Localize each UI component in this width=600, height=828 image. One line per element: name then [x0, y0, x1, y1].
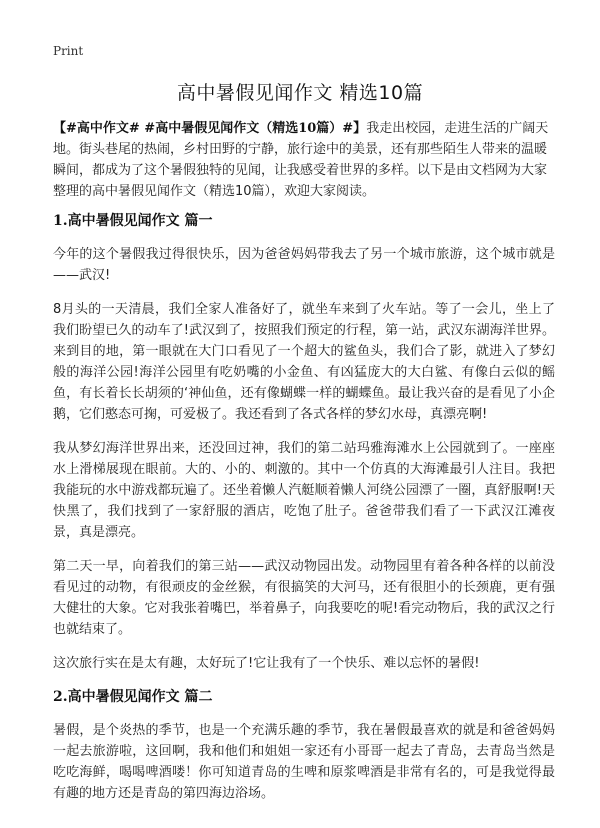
- print-link[interactable]: Print: [53, 44, 84, 58]
- section-heading-1: 1.高中暑假见闻作文 篇一: [53, 213, 213, 229]
- section-1-paragraph-2: 8月头的一天清晨，我们全家人准备好了，就坐车来到了火车站。等了一会儿，坐上了我们盼望已久的动车了!武汉到了，按照我们预定的行程，第一站，武汉东湖海洋世界。来到目的地，第一眼就在大门口看见了一个超大的鲨鱼头，我们合了影，就进入了梦幻般的海洋公园!海洋公园里有吃奶嘴的小金鱼、有凶猛庞大的大白鲨、有像白云似的鳐鱼，有长着长长胡须的‘神仙鱼，还有像蝴蝶一样的蝴蝶鱼。最让我兴奋的是看见了小企鹅，它们憨态可掬，可爱极了。我还看到了各式各样的梦幻水母，真漂亮啊!: [53, 302, 555, 422]
- section-2-paragraph-1: 暑假，是个炎热的季节，也是一个充满乐趣的季节，我在暑假最喜欢的就是和爸爸妈妈一起去旅游啦，这回啊，我和他们和姐姐一家还有小哥哥一起去了青岛，去青岛当然是吃吃海鲜，喝喝啤酒喽！你可知道青岛的生啤和原浆啤酒是非常有名的，可是我觉得最有趣的地方还是青岛的第四海边浴场。: [53, 723, 555, 801]
- section-heading-2: 2.高中暑假见闻作文 篇二: [53, 689, 213, 705]
- section-1-paragraph-4: 第二天一早，向着我们的第三站——武汉动物园出发。动物园里有着各种各样的以前没看见过的动物，有很顽皮的金丝猴，有很搞笑的大河马，还有很胆小的长颈鹿，更有强大健壮的大象。它对我张着嘴巴，举着鼻子，向我要吃的呢!看完动物后，我的武汉之行也就结束了。: [53, 559, 555, 637]
- section-1-paragraph-3: 我从梦幻海洋世界出来，还没回过神，我们的第二站玛雅海滩水上公园就到了。一座座水上滑梯展现在眼前。大的、小的、刺激的。其中一个仿真的大海滩最引人注目。我把我能玩的水中游戏都玩遍了。还坐着懒人汽艇顺着懒人河绕公园漂了一圈，真舒服啊!天快黑了，我们找到了一家舒服的酒店，吃饱了肚子。爸爸带我们看了一下武汉江滩夜景，真是漂亮。: [53, 441, 555, 540]
- intro-paragraph: [53, 118, 555, 202]
- intro-text: 我走出校园，走进生活的广阔天地。街头巷尾的热闹，乡村田野的宁静，旅行途中的美景，还有那些陌生人带来的温暖瞬间，都成为了这个暑假独特的见闻，让我感受着世界的多样。以下是由文档网为大家整理的高中暑假见闻作文（精选10篇），欢迎大家阅读。: [53, 121, 549, 199]
- section-1-paragraph-5: 这次旅行实在是太有趣，太好玩了!它让我有了一个快乐、难以忘怀的暑假!: [53, 656, 480, 671]
- section-1-paragraph-1: 今年的这个暑假我过得很快乐，因为爸爸妈妈带我去了另一个城市旅游，这个城市就是——武汉!: [53, 247, 555, 283]
- document-title: 高中暑假见闻作文 精选10篇: [176, 82, 424, 104]
- document-body: [53, 118, 555, 817]
- intro-tag: 【#高中作文# #高中暑假见闻作文（精选10篇）#】: [53, 121, 367, 136]
